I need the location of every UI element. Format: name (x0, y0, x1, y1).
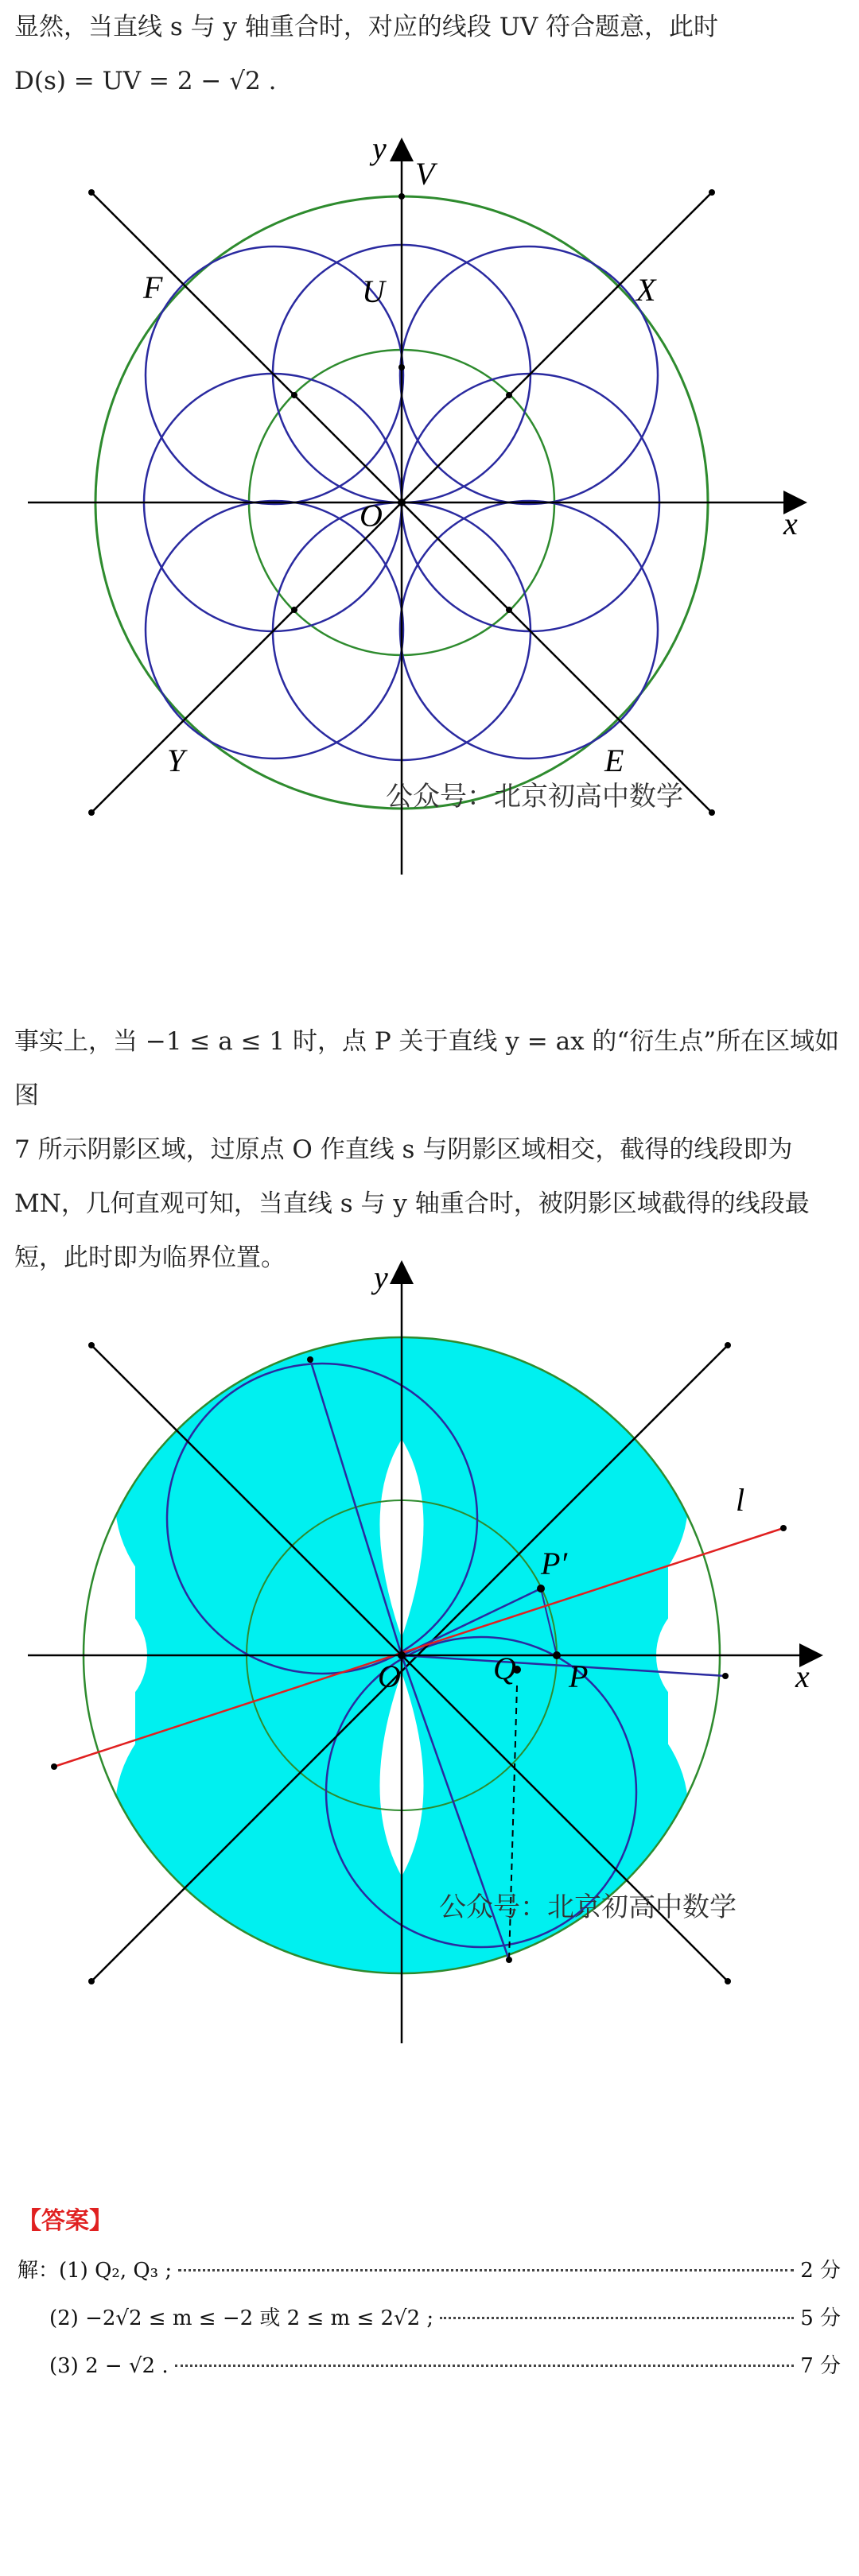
answer-row-3-text: (3) 2 − √2 . (49, 2354, 169, 2378)
watermark-2: 公众号：北京初高中数学 (439, 1891, 737, 1923)
label-V: V (415, 156, 435, 192)
label-Q: Q (493, 1651, 516, 1686)
answer-row-3 (49, 2349, 841, 2379)
answer-row-2-leader (440, 2317, 794, 2319)
answer-title: 【答案】 (17, 2207, 113, 2235)
answer-row-1-leader (178, 2269, 794, 2271)
paragraph-1-line-2: D(s) = UV = 2 − √2 . (14, 67, 277, 95)
paragraph-1 (14, 0, 845, 108)
label-P-prime: P′ (541, 1546, 568, 1581)
label-l: l (736, 1482, 745, 1518)
answer-row-2 (49, 2302, 841, 2331)
label-E: E (604, 743, 624, 778)
label-U: U (362, 274, 385, 309)
paragraph-1-line-1: 显然，当直线 s 与 y 轴重合时，对应的线段 UV 符合题意，此时 (14, 13, 719, 41)
label-P: P (569, 1658, 589, 1694)
paragraph-2-line-1: 事实上，当 −1 ≤ a ≤ 1 时，点 P 关于直线 y = ax 的“衍生点”所在区域如图 (14, 1027, 840, 1110)
figure-2 (0, 1240, 859, 2083)
answer-row-3-score: 7 分 (800, 2354, 841, 2378)
label-y: y (372, 135, 387, 166)
label-x: x (783, 506, 798, 541)
paragraph-2-line-2: 7 所示阴影区域，过原点 O 作直线 s 与阴影区域相交，截得的线段即为 (14, 1135, 793, 1164)
label-Y: Y (167, 743, 185, 778)
answer-row-3-leader (175, 2365, 795, 2367)
label-O-2: O (378, 1658, 401, 1694)
label-y-2: y (374, 1259, 388, 1295)
label-X: X (636, 272, 656, 308)
figure-1 (0, 135, 859, 930)
watermark-1: 公众号：北京初高中数学 (386, 781, 683, 813)
paragraph-2-line-3: MN，几何直观可知，当直线 s 与 y 轴重合时，被阴影区域截得的线段最 (14, 1189, 810, 1218)
answer-row-2-text: (2) −2√2 ≤ m ≤ −2 或 2 ≤ m ≤ 2√2 ; (49, 2306, 434, 2330)
label-F: F (143, 270, 163, 305)
paragraph-2-line-4: 短，此时即为临界位置。 (14, 1243, 286, 1272)
answer-row-2-score: 5 分 (800, 2306, 841, 2330)
answer-row-1-text: 解：(1) Q₂, Q₃ ; (17, 2259, 173, 2283)
answer-row-1-score: 2 分 (800, 2259, 841, 2283)
label-x-2: x (795, 1658, 810, 1694)
label-O: O (360, 498, 383, 533)
answer-row-1 (17, 2254, 841, 2283)
